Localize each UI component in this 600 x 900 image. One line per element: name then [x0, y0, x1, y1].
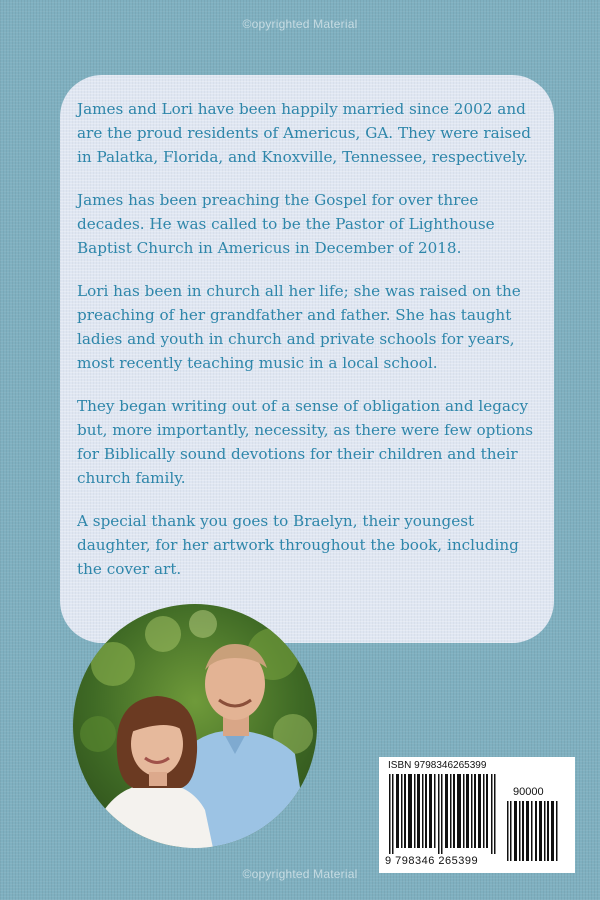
- copyright-watermark-bottom: ©opyrighted Material: [242, 867, 358, 881]
- author-photo-illustration: [73, 604, 317, 848]
- isbn-digits: 9 798346 265399: [385, 855, 479, 867]
- bio-paragraph-5: A special thank you goes to Braelyn, their youngest daughter, for her artwork throughout the book, including the cover art.: [77, 512, 519, 578]
- price-barcode-bars: [507, 801, 561, 861]
- bio-paragraph-2: James has been preaching the Gospel for over three decades. He was called to be the Pastor of Lighthouse Baptist Church in Americus in December of 2018.: [77, 191, 495, 257]
- isbn-label: ISBN 9798346265399: [388, 760, 487, 771]
- copyright-watermark-top: ©opyrighted Material: [242, 17, 358, 31]
- bio-paragraph-4: They began writing out of a sense of obligation and legacy but, more importantly, necessity, as there were few options for Biblically sound devotions for their children and their church family.: [77, 397, 534, 487]
- bio-paragraph-1: James and Lori have been happily married since 2002 and are the proud residents of Americus, GA. They were raised in Palatka, Florida, and Knoxville, Tennessee, respectively.: [77, 100, 532, 166]
- price-code: 90000: [513, 786, 544, 798]
- author-photo: [73, 604, 317, 848]
- bio-paragraph-3: Lori has been in church all her life; she was raised on the preaching of her grandfather and father. She has taught ladies and youth in church and private schools for years, most recently teaching music in a local school.: [77, 282, 521, 372]
- main-barcode-bars: [389, 774, 501, 854]
- isbn-barcode: [379, 757, 575, 873]
- author-bio-panel: [60, 75, 554, 643]
